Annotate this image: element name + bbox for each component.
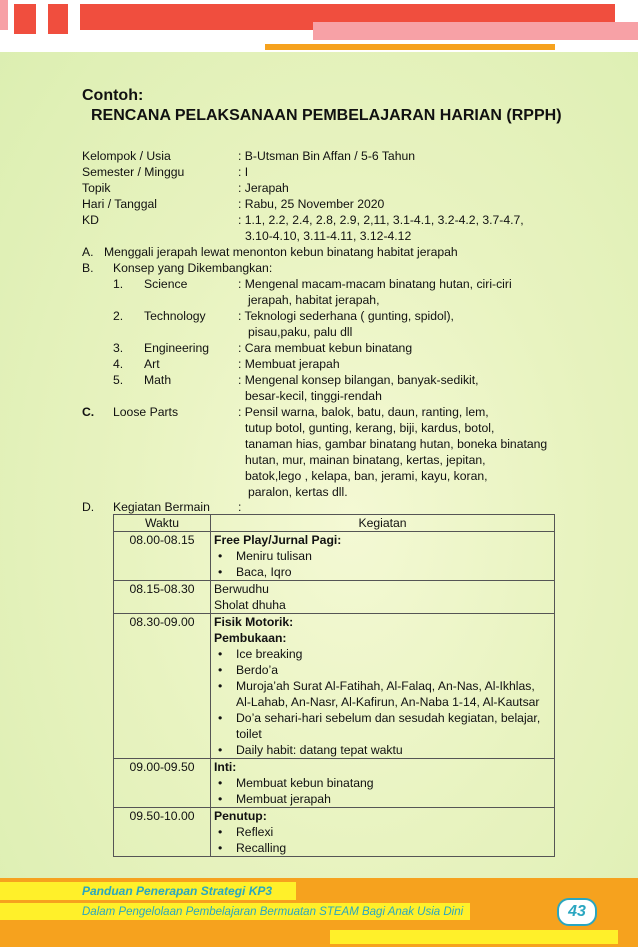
activity-cell: [211, 614, 555, 759]
list-item: • Reflexi: [214, 824, 551, 840]
steam-desc: : Teknologi sederhana ( gunting, spidol),: [238, 309, 454, 323]
decor-bar: [48, 4, 68, 34]
activity-cell: [211, 808, 555, 857]
decor-bar: [0, 0, 8, 30]
loose-parts-line: tanaman hias, gambar binatang hutan, boneka binatang: [245, 437, 548, 451]
info-label: Semester / Minggu: [82, 165, 185, 179]
list-item: • Membuat jerapah: [214, 791, 551, 807]
activity-list: [214, 775, 551, 807]
list-item: • Recalling: [214, 840, 551, 856]
steam-desc: besar-kecil, tinggi-rendah: [245, 389, 382, 403]
steam-name: Math: [144, 373, 172, 387]
time-cell: 08.30-09.00: [114, 614, 211, 759]
steam-desc: : Mengenal konsep bilangan, banyak-sedikit,: [238, 373, 479, 387]
time-cell: 09.00-09.50: [114, 759, 211, 808]
activity-cell: [211, 581, 555, 614]
info-value: : Jerapah: [238, 181, 289, 195]
info-label: KD: [82, 213, 99, 227]
info-label: Kelompok / Usia: [82, 149, 171, 163]
footer-highlight: [330, 930, 618, 944]
steam-number: 1.: [113, 277, 124, 291]
table-row: [114, 808, 555, 857]
activity-line: Berwudhu: [214, 582, 269, 596]
activity-subtitle: Pembukaan:: [214, 631, 287, 645]
section-b-letter: B.: [82, 261, 94, 275]
steam-desc: pisau,paku, palu dll: [248, 325, 353, 339]
time-cell: 08.00-08.15: [114, 532, 211, 581]
loose-parts-line: hutan, mur, mainan binatang, kertas, jepitan,: [245, 453, 486, 467]
footer-subtitle: Dalam Pengelolaan Pembelajaran Bermuatan STEAM Bagi Anak Usia Dini: [82, 906, 464, 918]
info-value: : B-Utsman Bin Affan / 5-6 Tahun: [238, 149, 416, 163]
decor-bar: [313, 22, 638, 40]
loose-parts-line: tutup botol, gunting, kerang, biji, kardus, botol,: [245, 421, 495, 435]
list-item: • Berdo’a: [214, 662, 551, 678]
activity-cell: [211, 759, 555, 808]
info-value: : I: [238, 165, 249, 179]
footer-title: Panduan Penerapan Strategi KP3: [82, 884, 273, 898]
loose-parts-line: : Pensil warna, balok, batu, daun, ranting, lem,: [238, 405, 489, 419]
list-item: • Do’a sehari-hari sebelum dan sesudah kegiatan, belajar, toilet: [214, 710, 551, 742]
steam-name: Engineering: [144, 341, 210, 355]
steam-desc: jerapah, habitat jerapah,: [248, 293, 380, 307]
steam-number: 4.: [113, 357, 124, 371]
info-value: : Rabu, 25 November 2020: [238, 197, 385, 211]
table-row: [114, 614, 555, 759]
table-row: [114, 759, 555, 808]
table-row: [114, 532, 555, 581]
table-row: [114, 581, 555, 614]
section-a-text: Menggali jerapah lewat menonton kebun binatang habitat jerapah: [104, 245, 458, 259]
steam-desc: : Mengenal macam-macam binatang hutan, ciri-ciri: [238, 277, 512, 291]
activity-list: [214, 548, 551, 580]
steam-desc: : Cara membuat kebun binatang: [238, 341, 413, 355]
activity-cell: [211, 532, 555, 581]
time-cell: 09.50-10.00: [114, 808, 211, 857]
document-title: RENCANA PELAKSANAAN PEMBELAJARAN HARIAN (RPPH): [91, 107, 562, 124]
activity-title: Penutup:: [214, 809, 267, 823]
header-title: Contoh:: [82, 87, 144, 104]
decor-bar: [265, 44, 555, 50]
activity-title: Inti:: [214, 760, 237, 774]
info-label: Topik: [82, 181, 111, 195]
activity-line: Sholat dhuha: [214, 598, 286, 612]
activity-list: [214, 824, 551, 856]
list-item: • Baca, Iqro: [214, 564, 551, 580]
list-item: • Ice breaking: [214, 646, 551, 662]
table-header-row: [114, 515, 555, 532]
activity-title: Fisik Motorik:: [214, 615, 294, 629]
kegiatan-header: Kegiatan: [211, 515, 555, 532]
section-b-text: Konsep yang Dikembangkan:: [113, 261, 273, 275]
decor-bar: [14, 4, 36, 34]
info-value-continued: 3.10-4.10, 3.11-4.11, 3.12-4.12: [245, 229, 412, 243]
activity-title: Free Play/Jurnal Pagi:: [214, 533, 342, 547]
info-value: : 1.1, 2.2, 2.4, 2.8, 2.9, 2,11, 3.1-4.1, 3.2-4.2, 3.7-4.7,: [238, 213, 524, 227]
activity-list: [214, 646, 551, 758]
list-item: • Daily habit: datang tepat waktu: [214, 742, 551, 758]
steam-number: 2.: [113, 309, 124, 323]
waktu-header: Waktu: [114, 515, 211, 532]
activity-table: [113, 514, 555, 857]
list-item: • Muroja’ah Surat Al-Fatihah, Al-Falaq, An-Nas, Al-Ikhlas, Al-Lahab, An-Nasr, Al-Kafirun, An-Naba 1-14, Al-Kautsar: [214, 678, 551, 710]
info-label: Hari / Tanggal: [82, 197, 157, 211]
steam-desc: : Membuat jerapah: [238, 357, 340, 371]
section-c-text: Loose Parts: [113, 405, 179, 419]
section-d-text: Kegiatan Bermain: [113, 500, 210, 514]
list-item: • Membuat kebun binatang: [214, 775, 551, 791]
list-item: • Meniru tulisan: [214, 548, 551, 564]
section-d-colon: :: [238, 500, 242, 514]
loose-parts-line: batok,lego , kelapa, ban, jerami, kayu, koran,: [245, 469, 488, 483]
steam-number: 5.: [113, 373, 124, 387]
page-number: 43: [557, 898, 597, 926]
steam-number: 3.: [113, 341, 124, 355]
section-a-letter: A.: [82, 245, 94, 259]
time-cell: 08.15-08.30: [114, 581, 211, 614]
section-c-letter: C.: [82, 405, 95, 419]
steam-name: Science: [144, 277, 188, 291]
section-d-letter: D.: [82, 500, 95, 514]
steam-name: Technology: [144, 309, 206, 323]
steam-name: Art: [144, 357, 160, 371]
loose-parts-line: paralon, kertas dll.: [248, 485, 348, 499]
